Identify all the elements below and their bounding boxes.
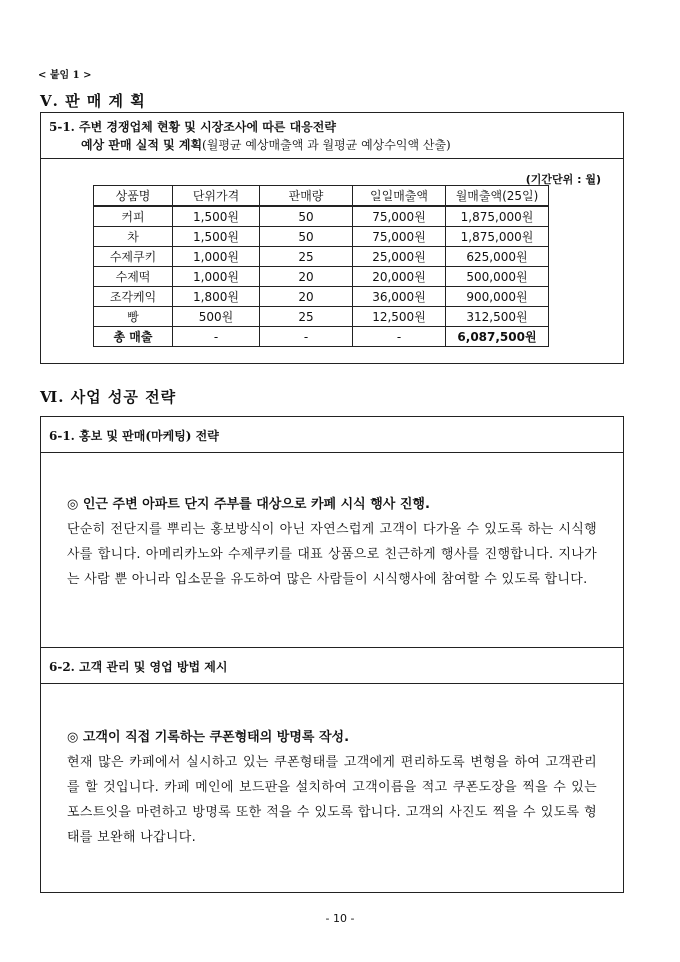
table-row <box>94 307 549 327</box>
cell-total-quantity: - <box>260 327 353 347</box>
page-number: - 10 - <box>325 912 355 925</box>
cell-unit-price: 1,000원 <box>173 247 260 267</box>
table-row <box>94 267 549 287</box>
table-row <box>94 287 549 307</box>
cell-monthly-sales: 312,500원 <box>446 307 549 327</box>
section5-1-header <box>41 113 623 159</box>
cell-product: 조각케익 <box>94 287 173 307</box>
section6-2-bullet: ◎ 고객이 직접 기록하는 쿠폰형태의 방명록 작성. <box>67 730 350 745</box>
sales-table <box>93 185 549 347</box>
cell-monthly-sales: 500,000원 <box>446 267 549 287</box>
cell-quantity: 50 <box>260 227 353 247</box>
cell-product: 차 <box>94 227 173 247</box>
cell-daily-sales: 75,000원 <box>353 206 446 227</box>
section6-1-body <box>41 453 623 592</box>
section6-2-box <box>40 647 624 893</box>
cell-quantity: 50 <box>260 206 353 227</box>
cell-daily-sales: 75,000원 <box>353 227 446 247</box>
cell-total-unit-price: - <box>173 327 260 347</box>
section6-1-bullet: ◎ 인근 주변 아파트 단지 주부를 대상으로 카페 시식 행사 진행. <box>67 497 430 512</box>
cell-product: 빵 <box>94 307 173 327</box>
col-header-product: 상품명 <box>94 186 173 207</box>
cell-daily-sales: 12,500원 <box>353 307 446 327</box>
section5-title: Ⅴ. 판 매 계 획 <box>40 92 146 110</box>
cell-monthly-sales: 900,000원 <box>446 287 549 307</box>
col-header-quantity: 판매량 <box>260 186 353 207</box>
cell-total-label: 총 매출 <box>94 327 173 347</box>
cell-daily-sales: 25,000원 <box>353 247 446 267</box>
section6-2-title: 6-2. 고객 관리 및 영업 방법 제시 <box>41 648 623 684</box>
cell-monthly-sales: 1,875,000원 <box>446 227 549 247</box>
cell-product: 커피 <box>94 206 173 227</box>
subtitle-normal: (월평균 예상매출액 과 월평균 예상수익액 산출) <box>202 138 451 152</box>
section5-1-box <box>40 112 624 364</box>
cell-quantity: 25 <box>260 307 353 327</box>
cell-quantity: 20 <box>260 287 353 307</box>
table-row <box>94 206 549 227</box>
attachment-label: < 붙임 1 > <box>38 70 92 81</box>
cell-quantity: 20 <box>260 267 353 287</box>
section6-1-title: 6-1. 홍보 및 판매(마케팅) 전략 <box>41 417 623 453</box>
section5-1-title: 5-1. 주변 경쟁업체 현황 및 시장조사에 따른 대응전략 <box>49 120 336 134</box>
section6-1-paragraph: 단순히 전단지를 뿌리는 홍보방식이 아닌 자연스럽게 고객이 다가올 수 있도록 하는 시식행사를 합니다. 아메리카노와 수제쿠키를 대표 상품으로 친근하게 행사를 진행합니다. 지나가는 사람 뿐 아니라 입소문을 유도하여 많은 사람들이 시식행사에 참여할 수 있도록 합니다. <box>67 522 597 587</box>
table-row <box>94 227 549 247</box>
cell-unit-price: 1,500원 <box>173 206 260 227</box>
cell-product: 수제떡 <box>94 267 173 287</box>
cell-monthly-sales: 1,875,000원 <box>446 206 549 227</box>
cell-product: 수제쿠키 <box>94 247 173 267</box>
col-header-unit-price: 단위가격 <box>173 186 260 207</box>
cell-quantity: 25 <box>260 247 353 267</box>
section6-title: Ⅵ. 사업 성공 전략 <box>40 388 177 406</box>
table-row <box>94 247 549 267</box>
cell-unit-price: 1,500원 <box>173 227 260 247</box>
unit-note: (기간단위 : 월) <box>525 173 601 186</box>
cell-unit-price: 1,800원 <box>173 287 260 307</box>
section6-1-box <box>40 416 624 648</box>
subtitle-bold: 예상 판매 실적 및 계획 <box>81 138 203 152</box>
cell-total-daily-sales: - <box>353 327 446 347</box>
col-header-daily-sales: 일일매출액 <box>353 186 446 207</box>
cell-unit-price: 500원 <box>173 307 260 327</box>
cell-unit-price: 1,000원 <box>173 267 260 287</box>
cell-total-monthly-sales: 6,087,500원 <box>446 327 549 347</box>
table-header-row <box>94 186 549 207</box>
cell-monthly-sales: 625,000원 <box>446 247 549 267</box>
cell-daily-sales: 36,000원 <box>353 287 446 307</box>
section5-1-subtitle <box>49 136 623 154</box>
table-total-row <box>94 327 549 347</box>
col-header-monthly-sales: 월매출액(25일) <box>446 186 549 207</box>
section6-2-body <box>41 684 623 850</box>
section6-2-paragraph: 현재 많은 카페에서 실시하고 있는 쿠폰형태를 고객에게 편리하도록 변형을 하여 고객관리를 할 것입니다. 카페 메인에 보드판을 설치하여 고객이름을 적고 쿠폰도장을 찍을 수 있는 포스트잇을 마련하고 방명록 또한 적을 수 있도록 합니다. 고객의 사진도 찍을 수 있도록 형태를 보완해 나갑니다. <box>67 755 597 845</box>
cell-daily-sales: 20,000원 <box>353 267 446 287</box>
